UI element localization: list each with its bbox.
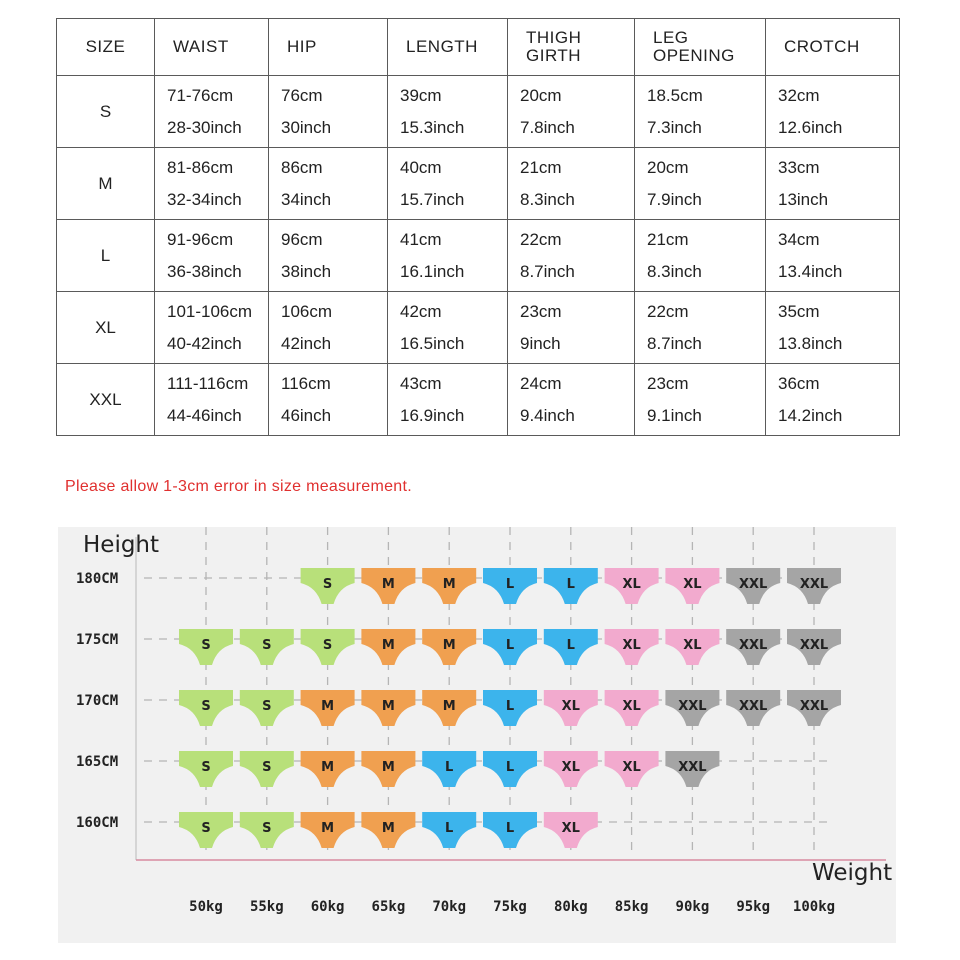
column-header-text: HIP — [287, 37, 317, 56]
measurement-cell — [766, 364, 900, 436]
measurement-cell — [388, 364, 508, 436]
measurement-cell — [388, 220, 508, 292]
column-header-text: LEG — [653, 28, 689, 47]
value-cm: 22cm — [520, 229, 562, 249]
value-inch: 36-38inch — [167, 261, 242, 281]
value-cm: 91-96cm — [167, 229, 234, 249]
y-tick-label: 175CM — [76, 632, 119, 648]
value-inch: 16.1inch — [400, 261, 465, 281]
size-mark-label: M — [381, 638, 395, 653]
measurement-cell — [155, 292, 269, 364]
value-inch: 9inch — [520, 333, 561, 353]
measurement-cell — [766, 292, 900, 364]
value-inch: 46inch — [281, 405, 332, 425]
value-cm: 23cm — [647, 373, 689, 393]
size-mark-label: S — [262, 699, 272, 714]
column-header-text: WAIST — [173, 37, 229, 56]
value-cm: 111-116cm — [167, 373, 249, 393]
value-cm: 32cm — [778, 85, 820, 105]
value-cm: 40cm — [400, 157, 442, 177]
size-mark-label: M — [381, 699, 395, 714]
size-mark-label: XXL — [799, 577, 829, 592]
value-cm: 35cm — [778, 301, 820, 321]
x-tick-label: 90kg — [675, 899, 710, 915]
value-cm: 33cm — [778, 157, 820, 177]
measurement-cell — [388, 148, 508, 220]
column-header-text: OPENING — [653, 46, 735, 65]
size-cell: M — [57, 148, 155, 220]
x-tick-label: 60kg — [310, 899, 345, 915]
measurement-cell — [155, 364, 269, 436]
measurement-cell — [766, 76, 900, 148]
measurement-note: Please allow 1-3cm error in size measurement. — [65, 478, 412, 495]
size-mark-label: XL — [561, 699, 580, 714]
value-cm: 39cm — [400, 85, 442, 105]
size-mark-label: M — [381, 577, 395, 592]
measurement-cell — [508, 148, 635, 220]
value-inch: 34inch — [281, 189, 332, 209]
value-inch: 8.3inch — [520, 189, 575, 209]
measurement-cell — [388, 76, 508, 148]
value-inch: 38inch — [281, 261, 332, 281]
size-mark-label: XL — [622, 577, 641, 592]
measurement-cell — [269, 220, 388, 292]
value-cm: 76cm — [281, 85, 323, 105]
value-inch: 9.4inch — [520, 405, 575, 425]
measurement-cell — [269, 292, 388, 364]
value-inch: 16.9inch — [400, 405, 465, 425]
size-mark-label: S — [262, 760, 272, 775]
column-header-text: LENGTH — [406, 37, 478, 56]
size-mark-label: M — [321, 699, 335, 714]
value-cm: 20cm — [520, 85, 562, 105]
measurement-cell — [269, 76, 388, 148]
size-mark-label: L — [445, 760, 454, 775]
size-mark-label: XXL — [799, 699, 829, 714]
value-inch: 13.4inch — [778, 261, 843, 281]
size-mark-label: L — [505, 638, 515, 653]
value-inch: 42inch — [281, 333, 332, 353]
value-inch: 9.1inch — [647, 405, 702, 425]
size-mark-label: XL — [622, 638, 641, 653]
column-header — [766, 19, 900, 76]
value-inch: 13.8inch — [778, 333, 843, 353]
value-cm: 101-106cm — [167, 301, 253, 321]
x-tick-label: 95kg — [736, 899, 771, 915]
size-mark-label: XXL — [678, 699, 707, 714]
measurement-cell — [155, 148, 269, 220]
size-mark-label: L — [566, 577, 575, 592]
value-cm: 21cm — [520, 157, 562, 177]
column-header — [269, 19, 388, 76]
size-mark-label: XL — [683, 577, 702, 592]
size-mark-label: S — [262, 821, 272, 836]
measurement-cell — [635, 76, 766, 148]
x-tick-label: 70kg — [432, 899, 467, 915]
x-tick-label: 100kg — [792, 899, 836, 915]
column-header — [388, 19, 508, 76]
table-row — [57, 148, 900, 220]
header-row — [57, 19, 900, 76]
value-inch: 40-42inch — [167, 333, 242, 353]
size-mark-label: XXL — [799, 638, 829, 653]
value-cm: 36cm — [778, 373, 820, 393]
size-mark-label: L — [445, 821, 454, 836]
x-tick-label: 75kg — [493, 899, 527, 915]
table-row — [57, 76, 900, 148]
size-cell: S — [57, 76, 155, 148]
column-header — [155, 19, 269, 76]
table-body — [57, 76, 900, 436]
x-tick-label: 85kg — [614, 899, 649, 915]
size-mark-label: XXL — [739, 638, 768, 653]
size-cell: XL — [57, 292, 155, 364]
size-cell: XXL — [57, 364, 155, 436]
size-mark-label: XXL — [678, 760, 707, 775]
value-cm: 18.5cm — [647, 85, 703, 105]
size-mark-label: M — [442, 699, 456, 714]
measurement-cell — [766, 148, 900, 220]
column-header-text: GIRTH — [526, 46, 582, 65]
measurement-cell — [508, 220, 635, 292]
value-cm: 34cm — [778, 229, 820, 249]
measurement-cell — [269, 148, 388, 220]
size-mark-label: S — [201, 638, 211, 653]
measurement-cell — [635, 292, 766, 364]
measurement-cell — [508, 292, 635, 364]
size-mark-label: XXL — [739, 699, 768, 714]
value-inch: 30inch — [281, 117, 332, 137]
measurement-cell — [635, 364, 766, 436]
size-mark-label: S — [201, 821, 211, 836]
x-tick-label: 50kg — [189, 899, 223, 915]
value-cm: 42cm — [400, 301, 442, 321]
table-row — [57, 364, 900, 436]
value-inch: 15.7inch — [400, 189, 465, 209]
size-mark-label: XL — [683, 638, 702, 653]
size-mark-label: L — [505, 577, 515, 592]
value-inch: 8.7inch — [520, 261, 575, 281]
measurement-cell — [508, 364, 635, 436]
y-tick-label: 165CM — [76, 754, 119, 770]
table-row — [57, 292, 900, 364]
value-inch: 16.5inch — [400, 333, 465, 353]
value-inch: 7.8inch — [520, 117, 575, 137]
measurement-cell — [635, 148, 766, 220]
column-header — [508, 19, 635, 76]
size-mark-label: S — [201, 760, 211, 775]
value-cm: 23cm — [520, 301, 562, 321]
value-inch: 12.6inch — [778, 117, 843, 137]
size-mark-label: XL — [622, 699, 641, 714]
x-tick-label: 65kg — [371, 899, 406, 915]
size-mark-label: XL — [561, 821, 580, 836]
size-table — [56, 18, 900, 436]
value-inch: 44-46inch — [167, 405, 242, 425]
size-cell: L — [57, 220, 155, 292]
size-mark-label: L — [505, 821, 515, 836]
size-mark-label: M — [381, 760, 395, 775]
y-tick-label: 170CM — [76, 693, 119, 709]
size-mark-label: S — [201, 699, 211, 714]
value-cm: 22cm — [647, 301, 689, 321]
value-inch: 7.9inch — [647, 189, 702, 209]
measurement-cell — [766, 220, 900, 292]
x-axis-title: Weight — [812, 860, 893, 886]
value-cm: 96cm — [281, 229, 323, 249]
size-mark-label: XL — [561, 760, 580, 775]
column-header-text: THIGH — [526, 28, 582, 47]
y-tick-label: 180CM — [76, 571, 119, 587]
size-mark-label: L — [505, 699, 515, 714]
value-inch: 15.3inch — [400, 117, 465, 137]
value-cm: 81-86cm — [167, 157, 234, 177]
x-tick-label: 80kg — [553, 899, 588, 915]
size-mark-label: S — [322, 577, 333, 592]
value-cm: 106cm — [281, 301, 333, 321]
value-cm: 116cm — [281, 373, 331, 393]
value-inch: 7.3inch — [647, 117, 702, 137]
column-header — [635, 19, 766, 76]
value-cm: 24cm — [520, 373, 562, 393]
size-mark-label: M — [321, 821, 335, 836]
value-cm: 71-76cm — [167, 85, 234, 105]
value-inch: 28-30inch — [167, 117, 242, 137]
size-mark-label: S — [322, 638, 333, 653]
value-inch: 8.7inch — [647, 333, 702, 353]
size-mark-label: XL — [622, 760, 641, 775]
value-cm: 43cm — [400, 373, 442, 393]
value-inch: 13inch — [778, 189, 829, 209]
value-cm: 21cm — [647, 229, 689, 249]
value-inch: 14.2inch — [778, 405, 843, 425]
size-mark-label: XXL — [739, 577, 768, 592]
size-mark-label: M — [321, 760, 335, 775]
size-mark-label: S — [262, 638, 272, 653]
column-header-text: SIZE — [85, 37, 126, 56]
measurement-cell — [269, 364, 388, 436]
measurement-cell — [388, 292, 508, 364]
size-mark-label: M — [381, 821, 395, 836]
size-mark-label: M — [442, 577, 456, 592]
value-inch: 32-34inch — [167, 189, 242, 209]
measurement-cell — [155, 76, 269, 148]
value-cm: 86cm — [281, 157, 323, 177]
x-tick-label: 55kg — [249, 899, 284, 915]
size-mark-label: M — [442, 638, 456, 653]
column-header-text: CROTCH — [784, 37, 860, 56]
measurement-cell — [508, 76, 635, 148]
value-cm: 41cm — [400, 229, 442, 249]
y-axis-title: Height — [83, 532, 160, 558]
value-inch: 8.3inch — [647, 261, 702, 281]
value-cm: 20cm — [647, 157, 689, 177]
size-mark-label: L — [566, 638, 575, 653]
size-mark-label: L — [505, 760, 515, 775]
table-row — [57, 220, 900, 292]
measurement-cell — [155, 220, 269, 292]
column-header — [57, 19, 155, 76]
measurement-cell — [635, 220, 766, 292]
size-chart-panel — [58, 527, 896, 943]
y-tick-label: 160CM — [76, 815, 119, 831]
size-chart — [58, 527, 896, 943]
